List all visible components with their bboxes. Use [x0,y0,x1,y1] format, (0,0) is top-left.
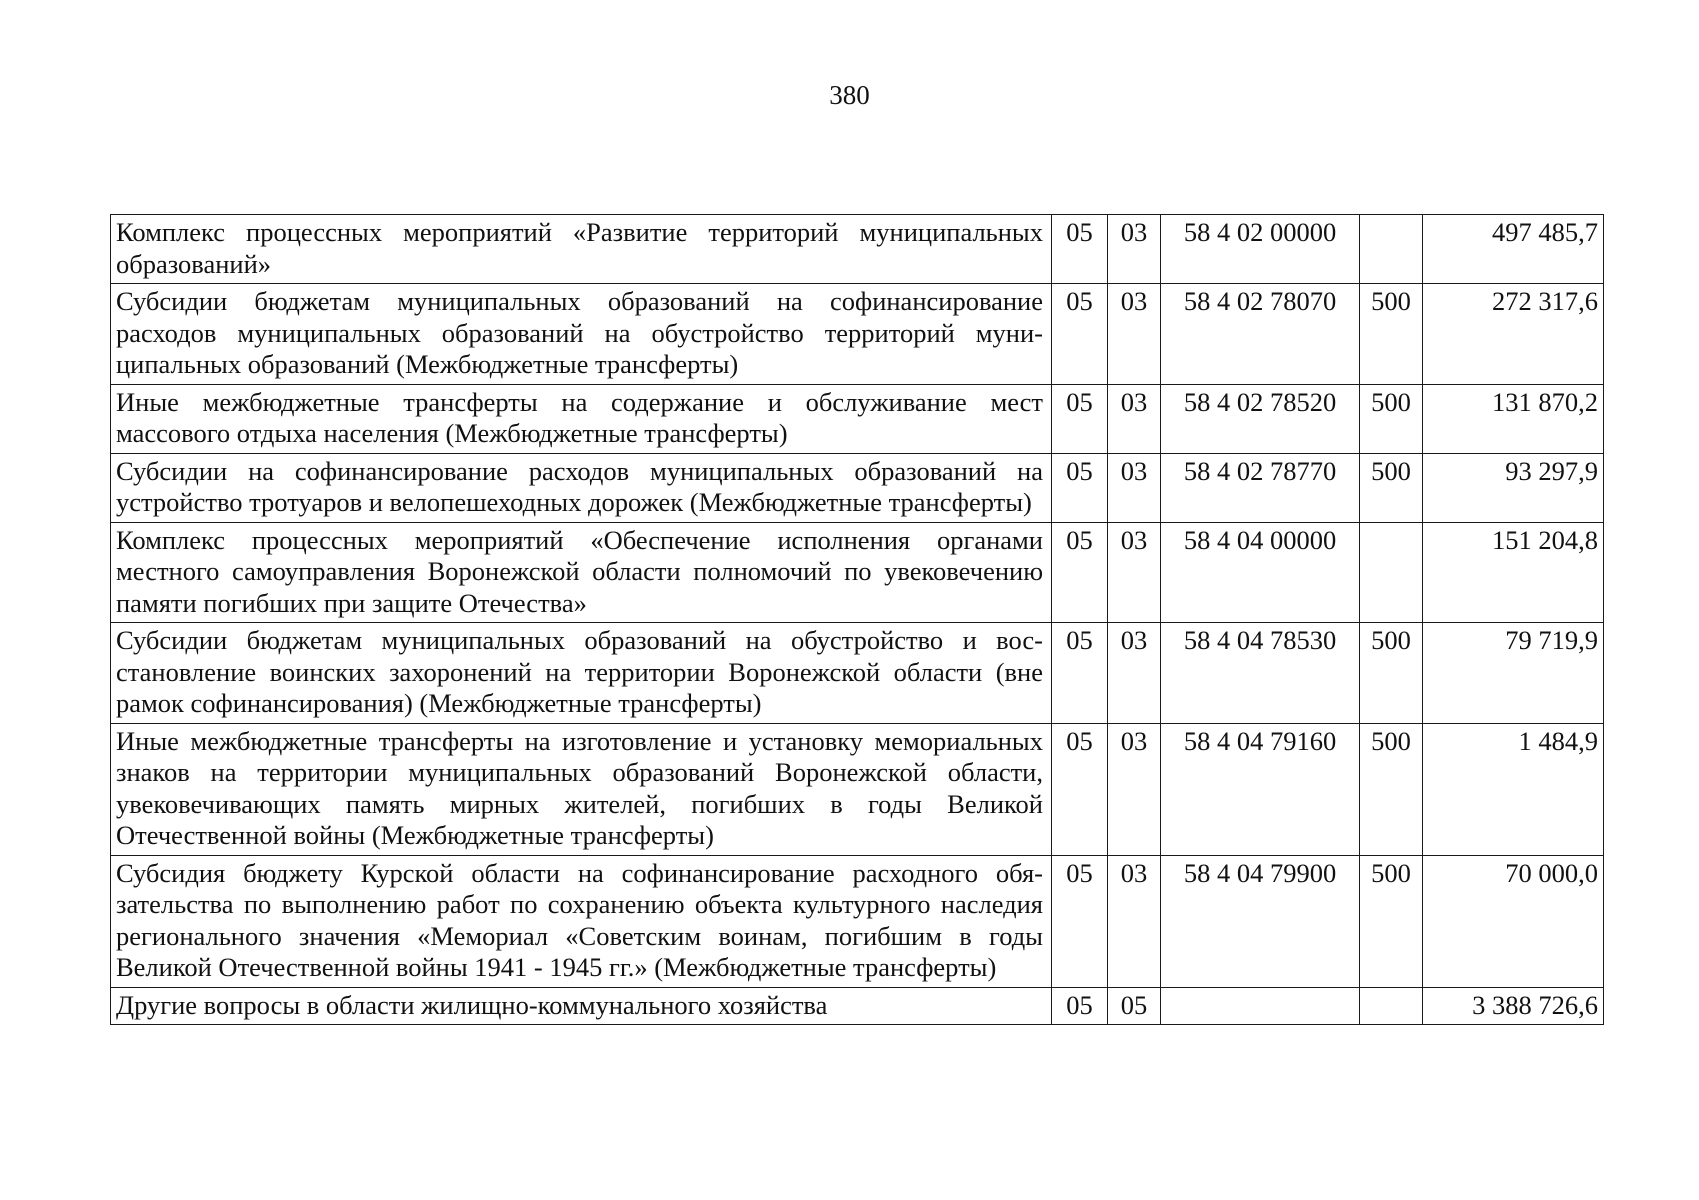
section-code-cell: 05 [1052,623,1108,724]
target-article-cell: 58 4 04 79160 [1161,723,1360,855]
amount-cell: 93 297,9 [1423,453,1604,522]
section-code-cell: 05 [1052,384,1108,453]
target-article-cell: 58 4 02 78770 [1161,453,1360,522]
table-row [111,284,1604,385]
amount-cell: 272 317,6 [1423,284,1604,385]
expense-name-cell: Субсидия бюджету Курской области на софинансирование расходного обязательства по выполнению работ по сохранению объекта культурного наследия регионального значения «Мемориал «Советским воинам, погибшим в годы Великой Отечественной войны 1941 - 1945 гг.» (Межбюджетные трансферты) [111,855,1052,987]
subsection-code-cell: 03 [1108,623,1161,724]
table-row [111,215,1604,284]
expense-type-cell: 500 [1360,453,1423,522]
expense-name-cell: Субсидии бюджетам муниципальных образований на софинансирование расходов муниципальных образований на обустройство территорий муниципальных образований (Межбюджетные трансферты) [111,284,1052,385]
amount-cell: 79 719,9 [1423,623,1604,724]
subsection-code-cell: 05 [1108,987,1161,1025]
page-number: 380 [829,80,870,110]
section-code-cell: 05 [1052,215,1108,284]
expense-name-cell: Комплекс процессных мероприятий «Обеспечение исполнения органами местного самоуправления Воронежской области полномочий по увековечению памяти погибших при защите Отечества» [111,522,1052,623]
amount-cell: 131 870,2 [1423,384,1604,453]
expense-name-cell: Иные межбюджетные трансферты на содержание и обслуживание мест массового отдыха населения (Межбюджетные трансферты) [111,384,1052,453]
expense-type-cell [1360,215,1423,284]
expense-type-cell [1360,522,1423,623]
table-row [111,723,1604,855]
table-row [111,453,1604,522]
amount-cell: 497 485,7 [1423,215,1604,284]
expense-type-cell: 500 [1360,855,1423,987]
target-article-cell [1161,987,1360,1025]
expense-type-cell: 500 [1360,623,1423,724]
subsection-code-cell: 03 [1108,453,1161,522]
subsection-code-cell: 03 [1108,522,1161,623]
expense-name-cell: Другие вопросы в области жилищно-коммунального хозяйства [111,987,1052,1025]
expense-name-cell: Иные межбюджетные трансферты на изготовление и установку мемориальных знаков на территории муниципальных образований Воронежской области, увековечивающих память мирных жителей, погибших в годы Великой Отечественной войны (Межбюджетные трансферты) [111,723,1052,855]
table-row [111,623,1604,724]
expense-type-cell: 500 [1360,723,1423,855]
expense-name-cell: Субсидии бюджетам муниципальных образований на обустройство и восстановление воинских захоронений на территории Воронежской области (вне рамок софинансирования) (Межбюджетные трансферты) [111,623,1052,724]
amount-cell: 70 000,0 [1423,855,1604,987]
expense-type-cell: 500 [1360,384,1423,453]
section-code-cell: 05 [1052,522,1108,623]
target-article-cell: 58 4 02 78070 [1161,284,1360,385]
subsection-code-cell: 03 [1108,723,1161,855]
expense-name-cell: Субсидии на софинансирование расходов муниципальных образований на устройство тротуаров и велопешеходных дорожек (Межбюджетные трансферты) [111,453,1052,522]
target-article-cell: 58 4 02 78520 [1161,384,1360,453]
section-code-cell: 05 [1052,723,1108,855]
section-code-cell: 05 [1052,453,1108,522]
target-article-cell: 58 4 02 00000 [1161,215,1360,284]
table-row [111,987,1604,1025]
subsection-code-cell: 03 [1108,284,1161,385]
section-code-cell: 05 [1052,987,1108,1025]
target-article-cell: 58 4 04 79900 [1161,855,1360,987]
target-article-cell: 58 4 04 78530 [1161,623,1360,724]
target-article-cell: 58 4 04 00000 [1161,522,1360,623]
subsection-code-cell: 03 [1108,215,1161,284]
expense-type-cell: 500 [1360,284,1423,385]
expense-type-cell [1360,987,1423,1025]
budget-table [110,214,1604,1025]
table-row [111,855,1604,987]
table-row [111,522,1604,623]
subsection-code-cell: 03 [1108,384,1161,453]
expense-name-cell: Комплекс процессных мероприятий «Развитие территорий муниципальных образований» [111,215,1052,284]
section-code-cell: 05 [1052,284,1108,385]
amount-cell: 151 204,8 [1423,522,1604,623]
amount-cell: 3 388 726,6 [1423,987,1604,1025]
subsection-code-cell: 03 [1108,855,1161,987]
table-row [111,384,1604,453]
amount-cell: 1 484,9 [1423,723,1604,855]
section-code-cell: 05 [1052,855,1108,987]
